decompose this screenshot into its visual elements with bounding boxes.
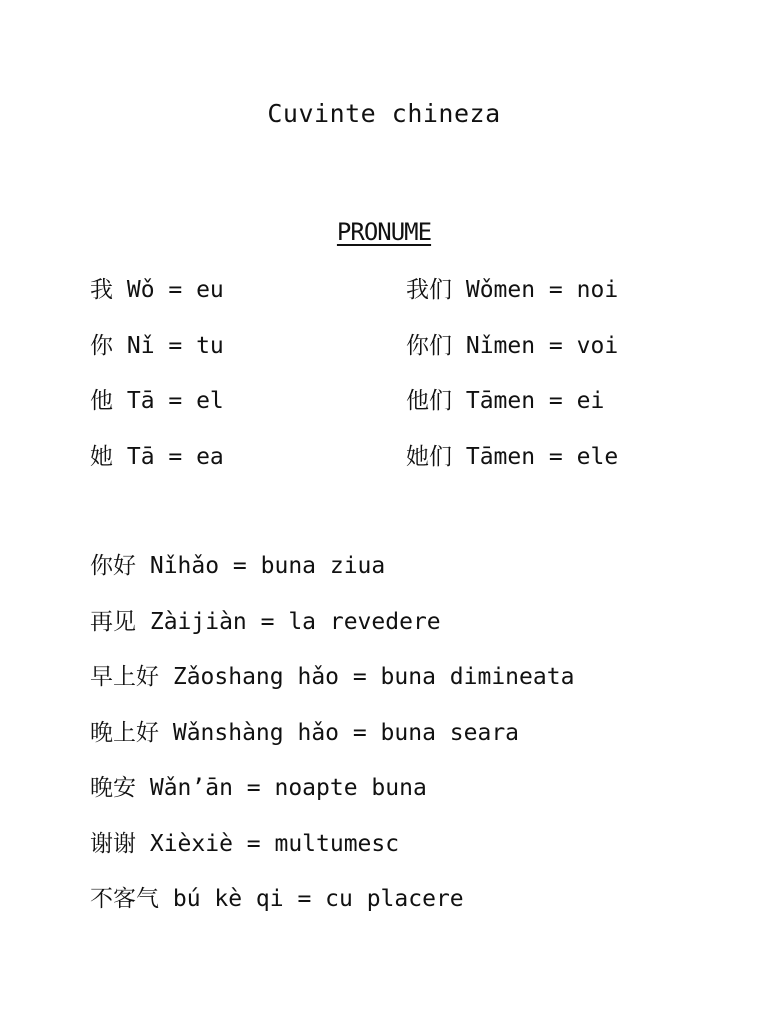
pronoun-row <box>90 328 710 384</box>
section-heading <box>0 216 768 248</box>
phrase-item: 早上好 Zǎoshang hǎo = buna dimineata <box>90 664 575 690</box>
phrase-item: 再见 Zàijiàn = la revedere <box>90 608 441 635</box>
pronoun-row <box>90 383 710 439</box>
phrase-item: 你好 Nǐhǎo = buna ziua <box>90 553 386 579</box>
phrase-item: 晚安 Wǎn’ān = noapte buna <box>90 775 427 801</box>
pronoun-plural: 她们 Tāmen = ele <box>406 443 619 470</box>
section-heading-text: PRONUME <box>336 218 432 246</box>
page-title: Cuvinte chineza <box>267 99 501 128</box>
pronoun-singular: 他 Tā = el <box>90 388 224 414</box>
pronoun-table <box>90 272 710 494</box>
pronoun-row <box>90 272 710 328</box>
pronoun-plural: 他们 Tāmen = ei <box>406 388 605 414</box>
pronoun-plural: 我们 Wǒmen = noi <box>406 277 619 303</box>
pronoun-plural: 你们 Nǐmen = voi <box>406 332 619 359</box>
phrase-item: 不客气 bú kè qi = cu placere <box>90 886 464 912</box>
pronoun-singular: 她 Tā = ea <box>90 443 224 470</box>
pronoun-row <box>90 439 710 495</box>
pronoun-singular: 你 Nǐ = tu <box>90 332 224 359</box>
phrase-item: 谢谢 Xièxiè = multumesc <box>90 830 400 857</box>
phrase-list <box>90 548 730 937</box>
phrase-item: 晚上好 Wǎnshàng hǎo = buna seara <box>90 719 520 746</box>
pronoun-singular: 我 Wǒ = eu <box>90 277 224 303</box>
